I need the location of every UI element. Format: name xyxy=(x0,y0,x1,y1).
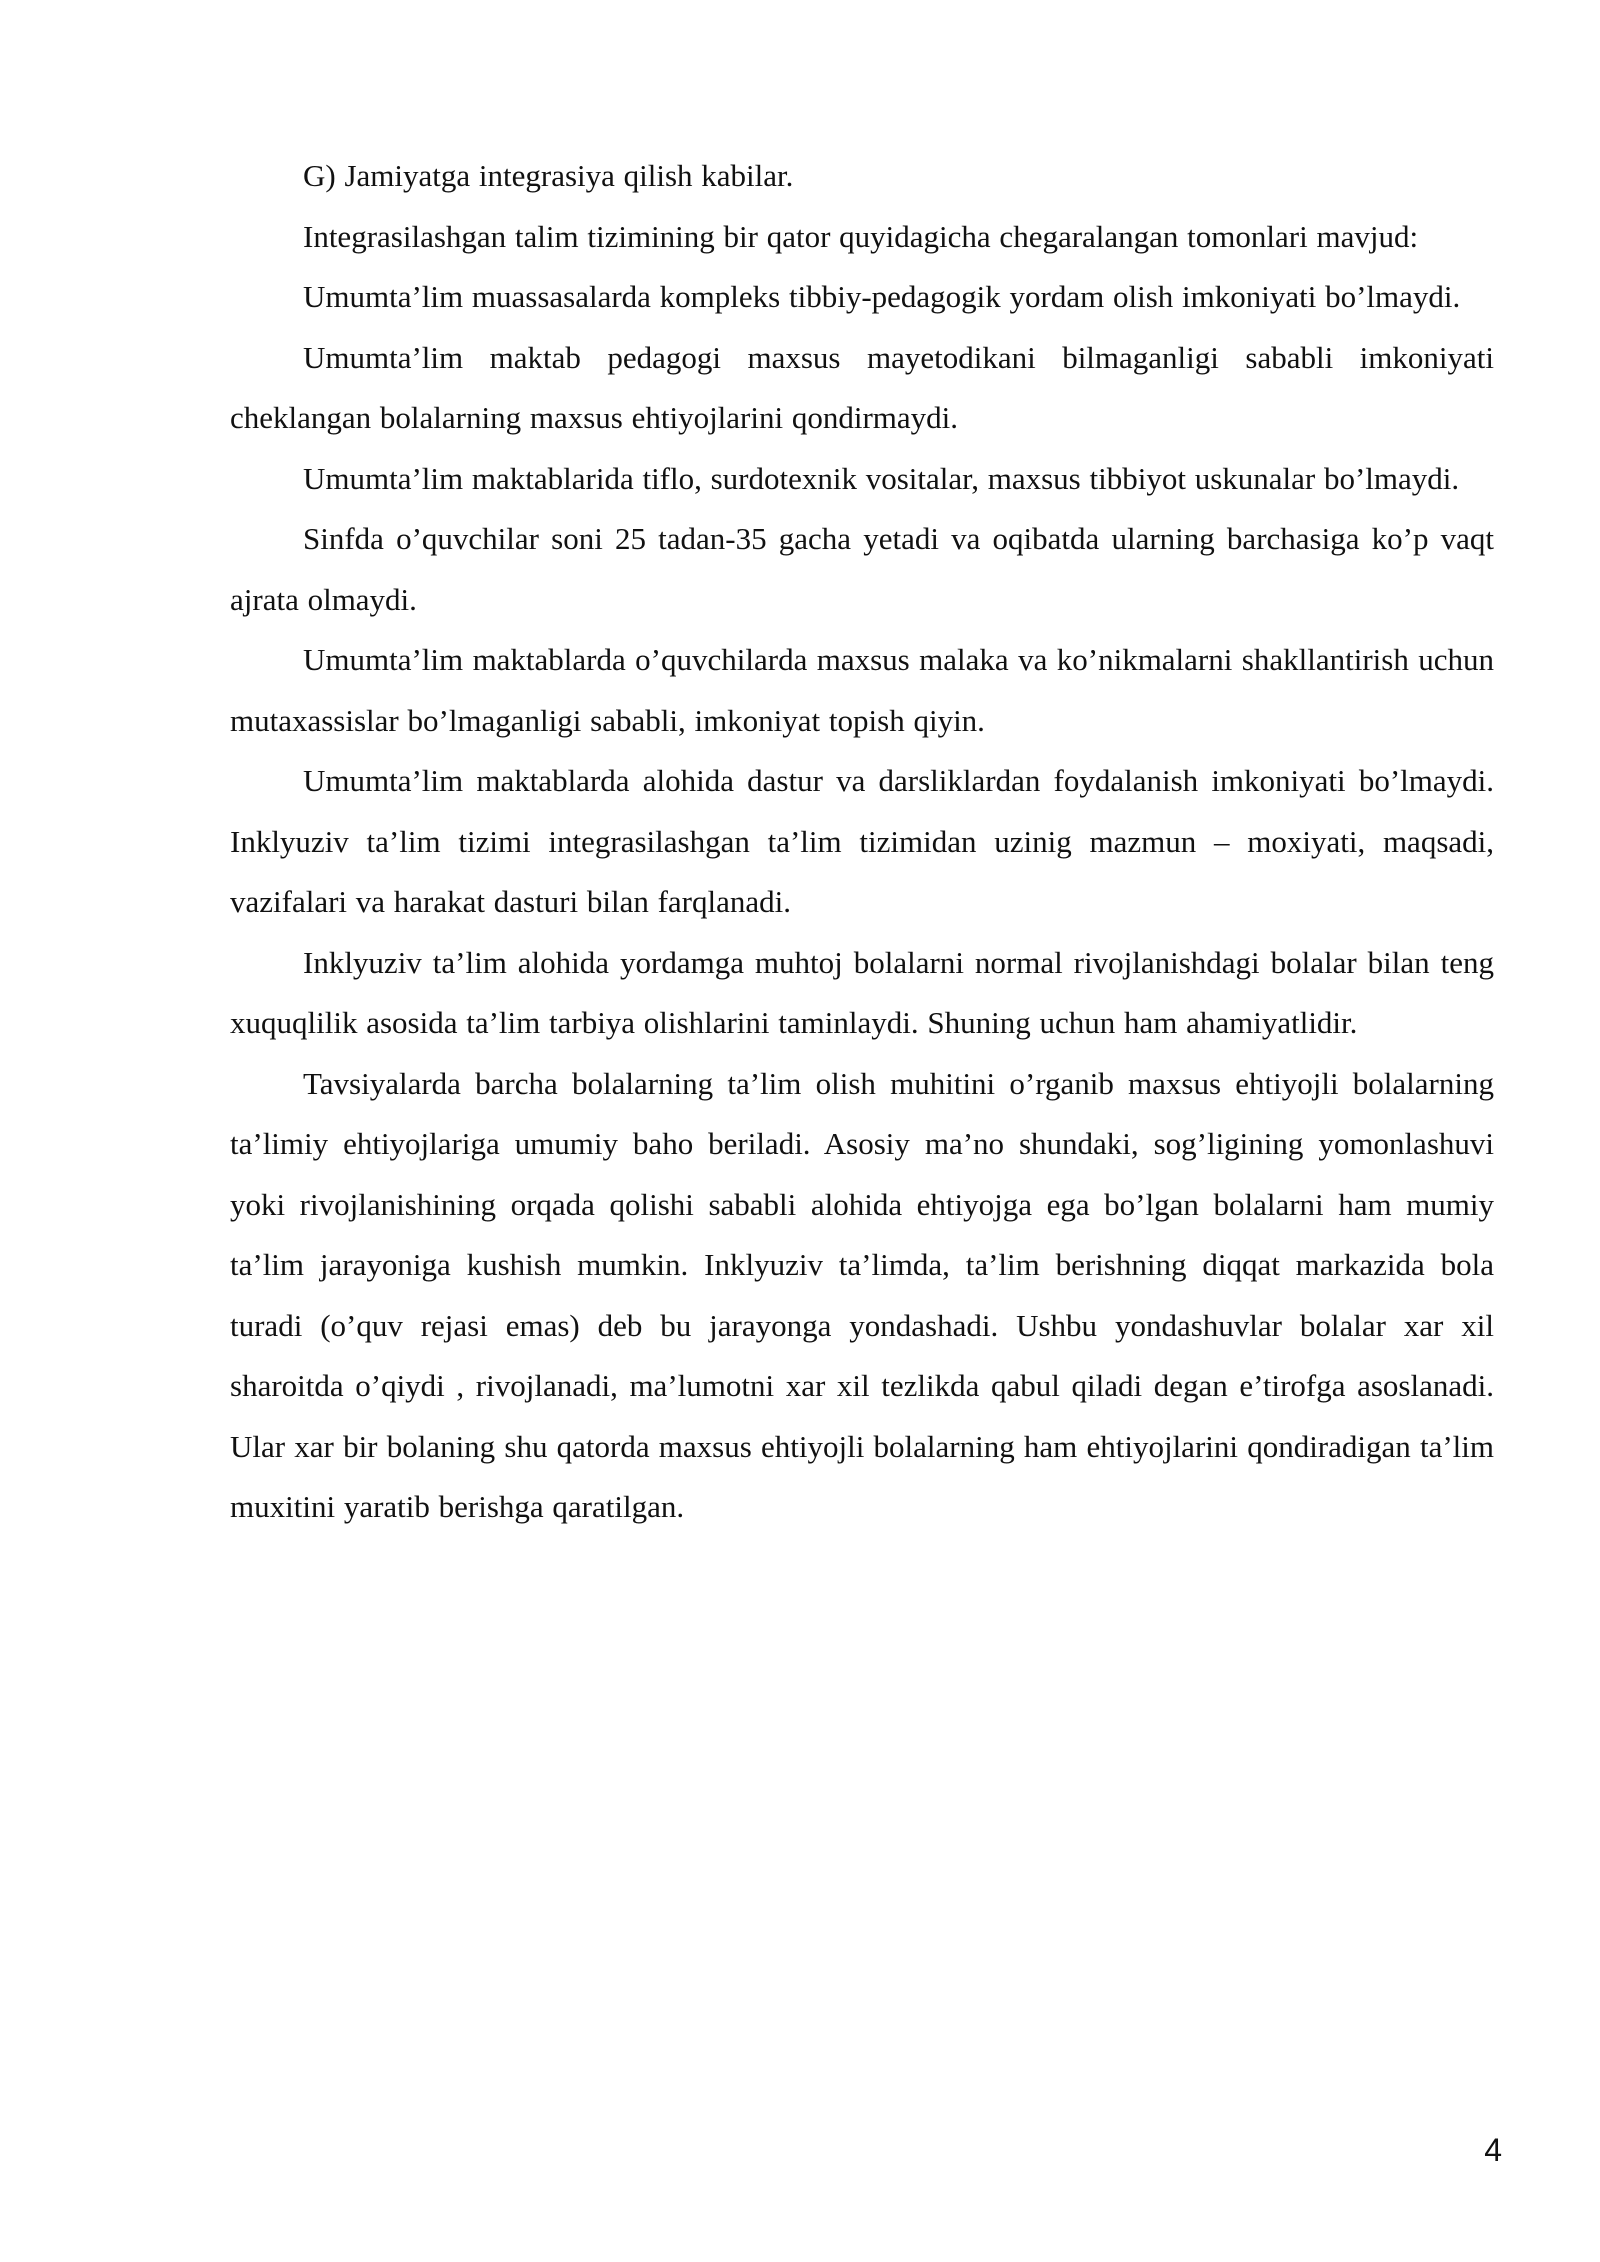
paragraph-tiflo-vositalar: Umumta’lim maktablarida tiflo, surdotexnik vositalar, maxsus tibbiyot uskunalar bo’lmaydi. xyxy=(303,460,1460,496)
paragraph-sinf-soni: Sinfda o’quvchilar soni 25 tadan-35 gacha yetadi va oqibatda ularning barchasiga ko’p vaqt ajrata olmaydi. xyxy=(230,521,1494,617)
paragraph-pedagog-metodika: Umumta’lim maktab pedagogi maxsus mayetodikani bilmaganligi sababli imkoniyati cheklangan bolalarning maxsus ehtiyojlarini qondirmaydi. xyxy=(230,339,1494,435)
paragraph-tibbiy-yordam: Umumta’lim muassasalarda kompleks tibbiy-pedagogik yordam olish imkoniyati bo’lmaydi. xyxy=(303,279,1461,314)
paragraph-mutaxassislar: Umumta’lim maktablarda o’quvchilarda maxsus malaka va ko’nikmalarni shakllantirish uchun mutaxassislar bo’lmaganligi sababli, imkoniyat topish qiyin. xyxy=(230,642,1494,738)
body-text xyxy=(230,146,1494,1538)
paragraph-dastur-darsliklar: Umumta’lim maktablarda alohida dastur va darsliklardan foydalanish imkoniyati bo’lmaydi. Inklyuziv ta’lim tizimi integrasilashgan ta’lim tizimidan uzinig mazmun – moxiyati, maqsadi, vazifalari va harakat dasturi bilan farqlanadi. xyxy=(230,763,1494,919)
paragraph-jamiyatga: G) Jamiyatga integrasiya qilish kabilar. xyxy=(303,158,794,193)
page-number: 4 xyxy=(1484,2132,1502,2168)
paragraph-tavsiyalar: Tavsiyalarda barcha bolalarning ta’lim olish muhitini o’rganib maxsus ehtiyojli bolalarning ta’limiy ehtiyojlariga umumiy baho beriladi. Asosiy ma’no shundaki, sog’ligining yomonlashuvi yoki rivojlanishining orqada qolishi sababli alohida ehtiyojga ega bo’lgan bolalarni ham mumiy ta’lim jarayoniga kushish mumkin. Inklyuziv ta’limda, ta’lim berishning diqqat markazida bola turadi (o’quv rejasi emas) deb bu jarayonga yondashadi. Ushbu yondashuvlar bolalar xar xil sharoitda o’qiydi , rivojlanadi, ma’lumotni xar xil tezlikda qabul qiladi degan e’tirofga asoslanadi. Ular xar bir bolaning shu qatorda maxsus ehtiyojli bolalarning ham ehtiyojlarini qondiradigan ta’lim muxitini yaratib berishga qaratilgan. xyxy=(230,1065,1494,1524)
paragraph-integrasilashgan: Integrasilashgan talim tizimining bir qator quyidagicha chegaralangan tomonlari mavjud: xyxy=(303,218,1419,254)
paragraph-inklyuziv-talim: Inklyuziv ta’lim alohida yordamga muhtoj bolalarni normal rivojlanishdagi bolalar bilan teng xuquqlilik asosida ta’lim tarbiya olishlarini taminlaydi. Shuning uchun ham ahamiyatlidir. xyxy=(230,944,1494,1040)
